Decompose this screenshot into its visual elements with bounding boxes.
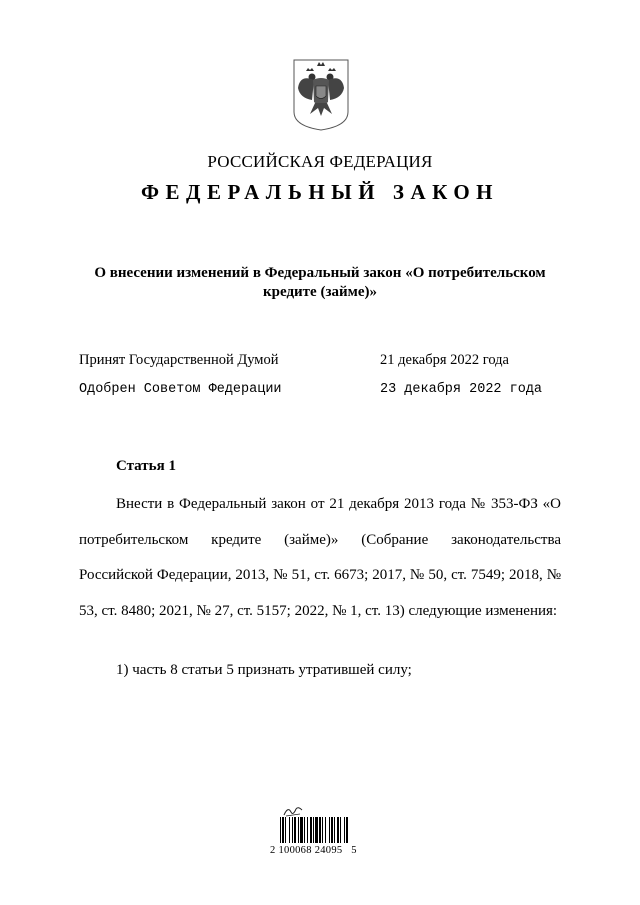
approved-date: 23 декабря 2022 года <box>380 382 543 397</box>
coat-of-arms-icon <box>290 58 352 132</box>
document-type: ФЕДЕРАЛЬНЫЙ ЗАКОН <box>141 180 499 204</box>
barcode-digits: 2 100068 24095 5 <box>270 845 357 856</box>
adopted-label: Принят Государственной Думой <box>79 352 279 368</box>
article-paragraph: Внести в Федеральный закон от 21 декабря 2013 года № 353-ФЗ «О потребительском кредите (займе)» (Собрание законодательства Российской Федерации, 2013, № 51, ст. 6673; 2017, № 50, ст. 7549; 2018, № 53, ст. 8480; 2021, № 27, ст. 5157; 2022, № 1, ст. 13) следующие изменения: <box>79 496 561 619</box>
document-title <box>70 264 570 302</box>
article-heading: Статья 1 <box>116 458 176 474</box>
handwritten-mark-icon <box>282 804 304 818</box>
approved-label: Одобрен Советом Федерации <box>79 382 282 397</box>
country-name: РОССИЙСКАЯ ФЕДЕРАЦИЯ <box>207 152 433 171</box>
article-body <box>79 487 561 629</box>
barcode-icon <box>280 817 372 843</box>
document-title-line-2: кредите (займе)» <box>263 284 377 300</box>
document-title-line-1: О внесении изменений в Федеральный закон «О потребительском <box>94 265 546 281</box>
adopted-date: 21 декабря 2022 года <box>380 352 509 368</box>
article-item-1: 1) часть 8 статьи 5 признать утратившей силу; <box>116 662 412 678</box>
